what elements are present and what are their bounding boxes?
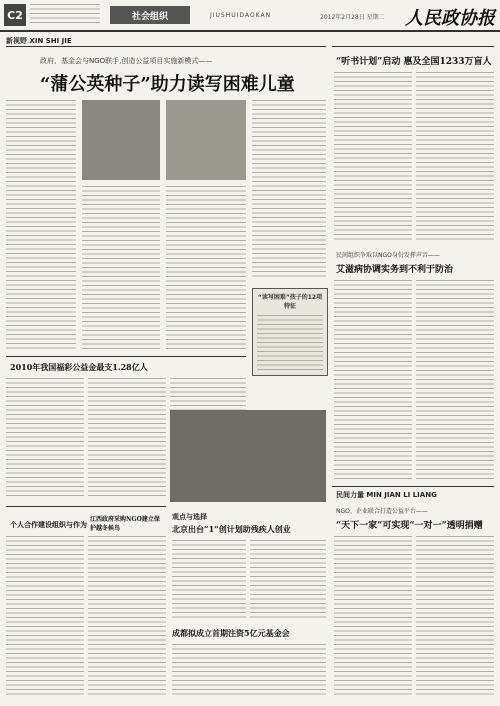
story-headline: 个人合作建设组织与作为 bbox=[10, 520, 87, 529]
story-kicker: NGO、企业联合打造公益平台—— bbox=[336, 508, 428, 515]
article-body bbox=[6, 536, 84, 696]
story-headline: “蒲公英种子”助力读写困难儿童 bbox=[40, 74, 295, 95]
article-body bbox=[416, 536, 494, 696]
article-body bbox=[334, 280, 412, 480]
article-body bbox=[416, 280, 494, 480]
story-headline: “天下一家”可实现“一对一”透明捐赠 bbox=[336, 521, 483, 531]
contact-info bbox=[30, 4, 100, 24]
divider bbox=[6, 46, 326, 47]
sidebar-box bbox=[252, 288, 328, 376]
section-pinyin: JIUSHUIDAOKAN bbox=[210, 12, 272, 19]
article-body bbox=[172, 644, 326, 696]
article-body bbox=[250, 540, 326, 620]
article-body bbox=[6, 378, 84, 498]
article-body bbox=[82, 186, 160, 350]
story-headline: 艾滋病协调实务到不利于防治 bbox=[336, 265, 454, 275]
article-body bbox=[166, 186, 246, 350]
article-body bbox=[416, 72, 494, 242]
story-headline: “听书计划”启动 惠及全国1233万盲人 bbox=[336, 57, 492, 67]
story-headline: 北京出台“1”创计划助残疾人创业 bbox=[172, 524, 291, 534]
story-headline: 江西政府采购NGO建立保护越冬候鸟 bbox=[90, 516, 160, 532]
article-body bbox=[172, 540, 246, 620]
divider bbox=[332, 46, 494, 47]
article-body bbox=[334, 536, 412, 696]
article-body bbox=[88, 378, 166, 498]
column-title: 民间力量 MIN JIAN LI LIANG bbox=[336, 491, 437, 499]
box-title: “读写困难”孩子的12项特征 bbox=[257, 294, 323, 310]
column-title: 观点与选择 bbox=[172, 513, 207, 521]
issue-date: 2012年2月28日 星期二 bbox=[320, 14, 385, 21]
article-body bbox=[252, 100, 326, 280]
article-body bbox=[6, 100, 76, 350]
newspaper-logo: 人民政协报 bbox=[405, 8, 495, 29]
story-photo bbox=[82, 100, 160, 180]
section-tag: 社会组织 bbox=[110, 6, 190, 24]
column-title: 新视野 XIN SHI JIE bbox=[6, 37, 72, 45]
story-photo bbox=[166, 100, 246, 180]
page-number: C2 bbox=[4, 4, 26, 26]
divider bbox=[6, 356, 246, 357]
article-body bbox=[334, 72, 412, 242]
story-kicker: 政府、基金会与NGO联手,创造公益项目实施新模式—— bbox=[40, 57, 213, 65]
news-photo bbox=[170, 410, 326, 502]
story-headline: 成都拟成立首期注资5亿元基金会 bbox=[172, 628, 290, 638]
story-headline: 2010年我国福彩公益金最支1.28亿人 bbox=[10, 362, 148, 372]
divider bbox=[6, 506, 166, 507]
article-body bbox=[88, 536, 166, 696]
divider bbox=[332, 486, 494, 487]
story-kicker: 民间组织争取以NGO身份发挥声音—— bbox=[336, 252, 440, 259]
